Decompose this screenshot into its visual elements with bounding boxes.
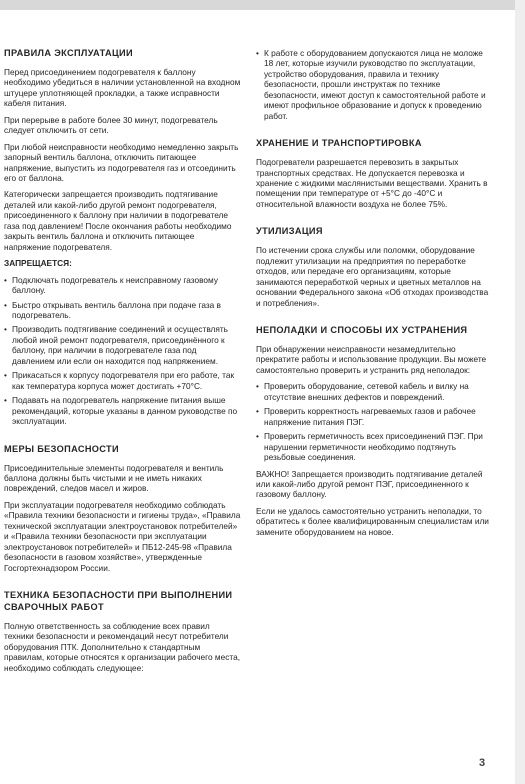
faults-paragraph: Если не удалось самостоятельно устранить неполадки, то обратитесь к более квалифицированным специалистам или замените оборудованием на новое.	[256, 505, 489, 537]
disposal-heading: УТИЛИЗАЦИЯ	[256, 226, 323, 237]
section-gap	[4, 579, 241, 590]
list-item: • К работе с оборудованием допускаются лица не моложе 18 лет, которые изучили руководство по эксплуатации, устройство оборудования, правила и технику безопасности, прошли инструктаж по технике безопасности, имеют доступ к самостоятельной работе и имеют профильное образование и допуск к проведению работ.	[256, 48, 489, 121]
safety-measures-heading: МЕРЫ БЕЗОПАСНОСТИ	[4, 443, 119, 454]
section-gap	[256, 127, 489, 138]
top-edge-band	[0, 0, 515, 10]
list-item: • Проверить оборудование, сетевой кабель и вилку на отсутствие внешних дефектов и повреждений.	[256, 381, 489, 402]
list-item: • Проверить герметичность всех присоединений ПЭГ. При нарушении герметичности необходимо подтянуть резьбовые соединения.	[256, 431, 489, 462]
faults-list	[256, 381, 489, 462]
section-gap	[256, 215, 489, 226]
list-item: • Подавать на подогреватель напряжение питания выше рекомендаций, которые указаны в данном руководстве по эксплуатации.	[4, 395, 241, 426]
safety-paragraph: При эксплуатации подогревателя необходимо соблюдать «Правила техники безопасности и гигиены труда», «Правила технической эксплуатации электроустановок потребителей» и «Правила техники безопасности при эксплуатации электроустановок потребителей» и ПБ12-245-98 «Правила безопасности в газовом хозяйстве», утвержденные Госгортехнадзором России.	[4, 499, 241, 573]
welding-safety-heading: ТЕХНИКА БЕЗОПАСНОСТИ ПРИ ВЫПОЛНЕНИИ СВАРОЧНЫХ РАБОТ	[4, 590, 233, 612]
faults-heading: НЕПОЛАДКИ И СПОСОБЫ ИХ УСТРАНЕНИЯ	[256, 325, 468, 336]
forbidden-label: ЗАПРЕЩАЕТСЯ:	[4, 258, 72, 269]
list-item: • Производить подтягивание соединений и осуществлять любой иной ремонт подогревателя, присоединённого к баллону, при наличии в подогревателе газа под давлением или если он находится под напряжением.	[4, 324, 241, 366]
section-gap	[4, 433, 241, 444]
storage-heading: ХРАНЕНИЕ И ТРАНСПОРТИРОВКА	[256, 138, 422, 149]
operation-rules-paragraph: Перед присоединением подогревателя к баллону необходимо убедиться в наличии установленной на входном штуцере уплотняющей прокладки, а также исправности кабеля питания.	[4, 66, 241, 109]
faults-warning: ВАЖНО! Запрещается производить подтягивание деталей или какой-либо другой ремонт ПЭГ, присоединенного к газовому баллону.	[256, 468, 483, 500]
forbidden-list	[4, 275, 241, 427]
operation-rules-heading: ПРАВИЛА ЭКСПЛУАТАЦИИ	[4, 48, 133, 58]
storage-paragraph: Подогреватели разрешается перевозить в закрытых транспортных средствах. Не допускается перевозка и хранение с жидкими маслянистыми веществами. Хранить в помещении при температуре от +5°С до -40°С и относительной влажности воздуха не более 75%.	[256, 157, 488, 209]
operation-rules-paragraph: Категорически запрещается производить подтягивание деталей или какой-либо другой ремонт подогревателя, присоединенного к баллону при наличии в подогревателе газа под давлением! После окончания работы необходимо закрыть вентиль баллона и отключить питающее напряжение подогревателя.	[4, 189, 232, 252]
left-column	[4, 48, 241, 679]
list-item: • Быстро открывать вентиль баллона при подаче газа в подогреватель.	[4, 300, 241, 321]
list-item: • Проверить корректность нагреваемых газов и рабочее напряжение питания ПЭГ.	[256, 406, 489, 427]
list-item: • Прикасаться к корпусу подогревателя при его работе, так как температура корпуса может достигать +70°С.	[4, 370, 241, 391]
welding-paragraph: Полную ответственность за соблюдение всех правил техники безопасности и рекомендаций несут потребители оборудования ПТК. Дополнительно к стандартным правилам, которые относятся к организации рабочего места, необходимо соблюдать следующее:	[4, 620, 241, 673]
welding-list	[256, 48, 489, 121]
safety-paragraph: Присоединительные элементы подогревателя и вентиль баллона должны быть чистыми и не иметь никаких повреждений, следов масел и жиров.	[4, 462, 224, 494]
operation-rules-paragraph: При перерыве в работе более 30 минут, подогреватель следует отключить от сети.	[4, 114, 218, 136]
page-number: 3	[479, 757, 486, 769]
scrollbar-track[interactable]	[515, 0, 525, 784]
faults-paragraph: При обнаружении неисправности незамедлительно прекратите работы и использование продукции. Вы можете самостоятельно проверить и устранить ряд неполадок:	[256, 344, 487, 375]
list-item: • Подключать подогреватель к неисправному газовому баллону.	[4, 275, 241, 296]
right-column	[256, 48, 489, 543]
disposal-paragraph: По истечении срока службы или поломки, оборудование подлежит утилизации на предприятия по переработке отходов, или передаче его организациям, которые занимаются переработкой черных и цветных металлов на основании Федерального закона «Об отходах производства и потребления».	[256, 245, 489, 308]
operation-rules-paragraph: При любой неисправности необходимо немедленно закрыть запорный вентиль баллона, отключить питающее напряжение, выпустить из подогревателя газ и отсоединить его от баллона.	[4, 141, 239, 184]
section-gap	[256, 314, 489, 325]
